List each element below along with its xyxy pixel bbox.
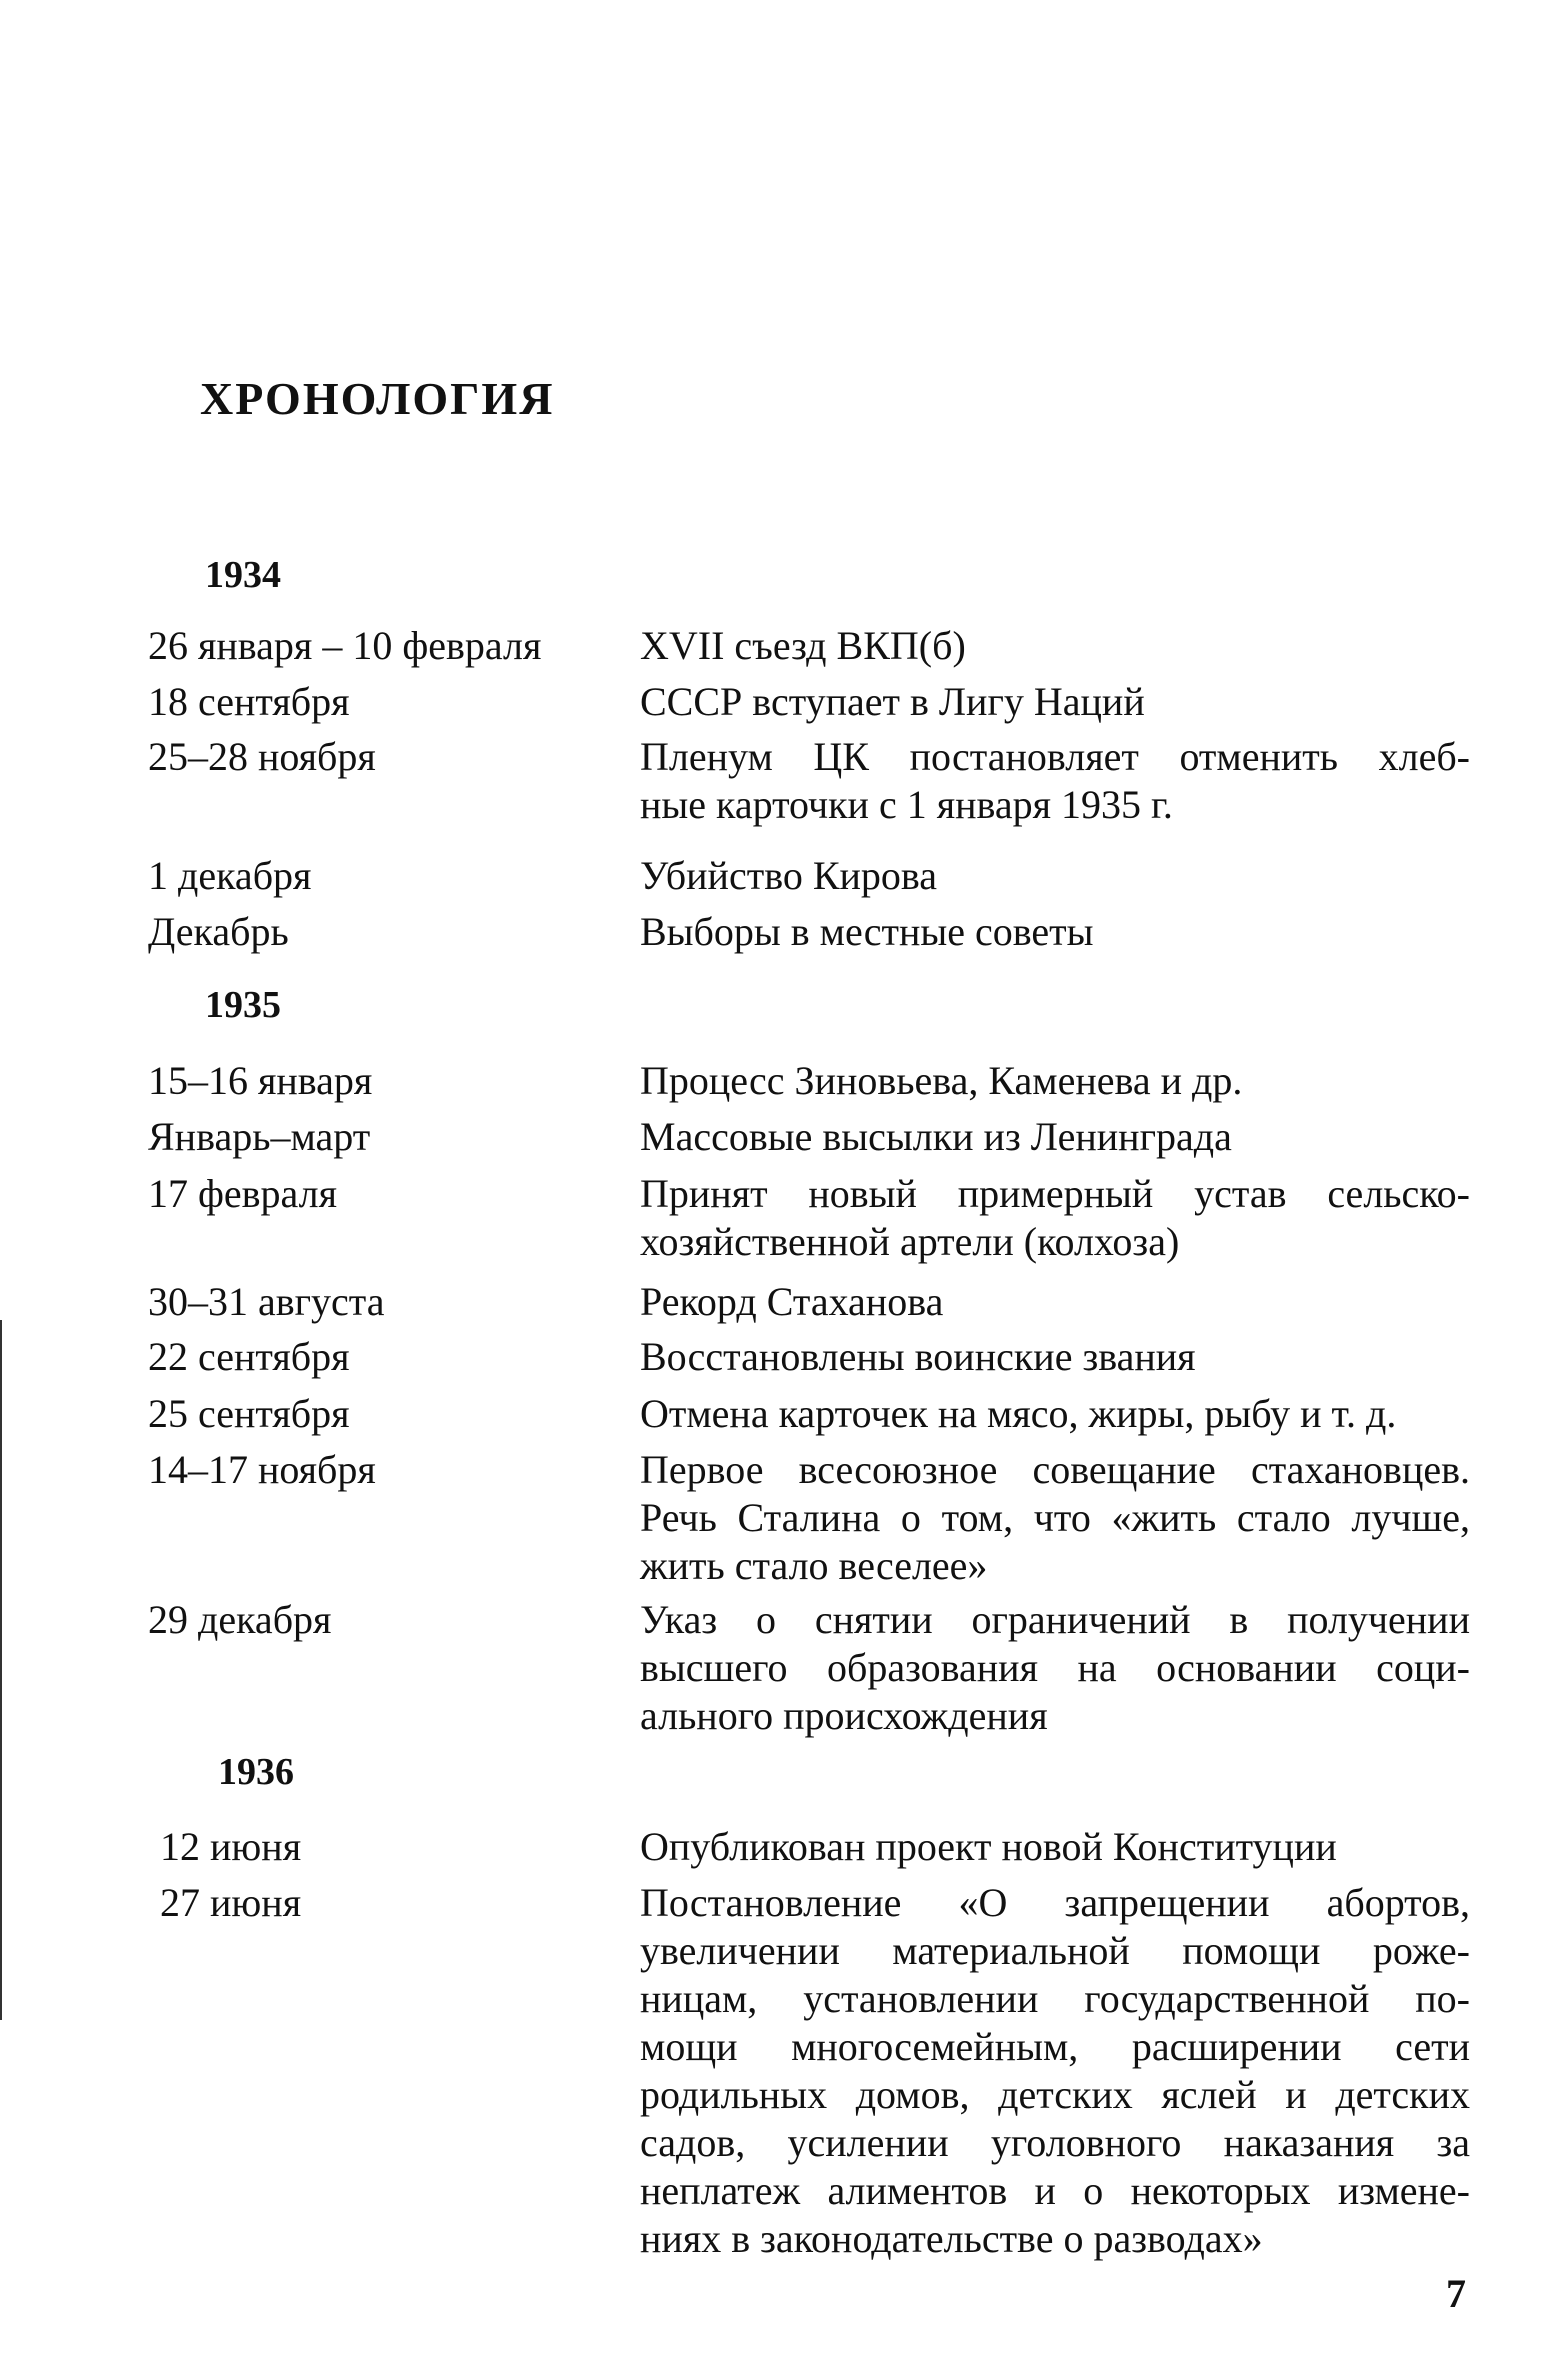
entry-date: 30–31 августа <box>148 1279 385 1324</box>
entry-event: Первое всесоюзное совещание стахановцев. Речь Сталина о том, что «жить стало лучше, жить стало веселее» <box>640 1447 1470 1588</box>
entry-event: XVII съезд ВКП(б) <box>640 623 966 668</box>
entry-event: Массовые высылки из Ленинграда <box>640 1114 1232 1159</box>
entry-date: 17 февраля <box>148 1171 338 1216</box>
entry-date: 25 сентября <box>148 1391 350 1436</box>
scan-edge-line <box>0 1320 2 2020</box>
year-heading-1935: 1935 <box>205 984 281 1026</box>
year-heading-1936: 1936 <box>218 1751 294 1793</box>
entry-date: Январь–март <box>148 1114 371 1159</box>
entry-date: 1 декабря <box>148 853 312 898</box>
entry-date: 12 июня <box>160 1824 302 1869</box>
entry-date: 29 декабря <box>148 1597 332 1642</box>
page-number: 7 <box>1446 2271 1466 2316</box>
entry-date: 26 января – 10 февраля <box>148 623 542 668</box>
page-title: ХРОНОЛОГИЯ <box>200 373 555 424</box>
year-heading-1934: 1934 <box>205 554 281 596</box>
entry-event: Процесс Зиновьева, Каменева и др. <box>640 1058 1243 1103</box>
entry-event: Убийство Кирова <box>640 853 938 898</box>
entry-date: 27 июня <box>160 1880 302 1925</box>
entry-event: Восстановлены воинские звания <box>640 1334 1196 1379</box>
entry-event: Отмена карточек на мясо, жиры, рыбу и т. д. <box>640 1391 1397 1436</box>
entry-event: Выборы в местные советы <box>640 909 1094 954</box>
entry-event: Опубликован проект новой Конституции <box>640 1824 1337 1869</box>
entry-event: Постановление «О запрещении абортов, увеличении материальной помощи роже- ницам, установлении государственной по- мощи многосемейным, расширении сети родильных домов, детских яслей и детских садов, усилении уголовного наказания за неплатеж алиментов и о некоторых измене- ниях в законодательстве о разводах» <box>640 1880 1470 2261</box>
entry-event: Указ о снятии ограничений в получении высшего образования на основании соци- ального происхождения <box>640 1597 1470 1738</box>
entry-event: СССР вступает в Лигу Наций <box>640 679 1145 724</box>
entry-event: Пленум ЦК постановляет отменить хлеб- ные карточки с 1 января 1935 г. <box>640 734 1470 827</box>
entry-date: 15–16 января <box>148 1058 373 1103</box>
entry-date: 22 сентября <box>148 1334 350 1379</box>
entry-event: Принят новый примерный устав сельско- хозяйственной артели (колхоза) <box>640 1171 1470 1264</box>
entry-date: 14–17 ноября <box>148 1447 376 1492</box>
entry-event: Рекорд Стаханова <box>640 1279 944 1324</box>
entry-date: 18 сентября <box>148 679 350 724</box>
entry-date: 25–28 ноября <box>148 734 376 779</box>
entry-date: Декабрь <box>148 909 289 954</box>
